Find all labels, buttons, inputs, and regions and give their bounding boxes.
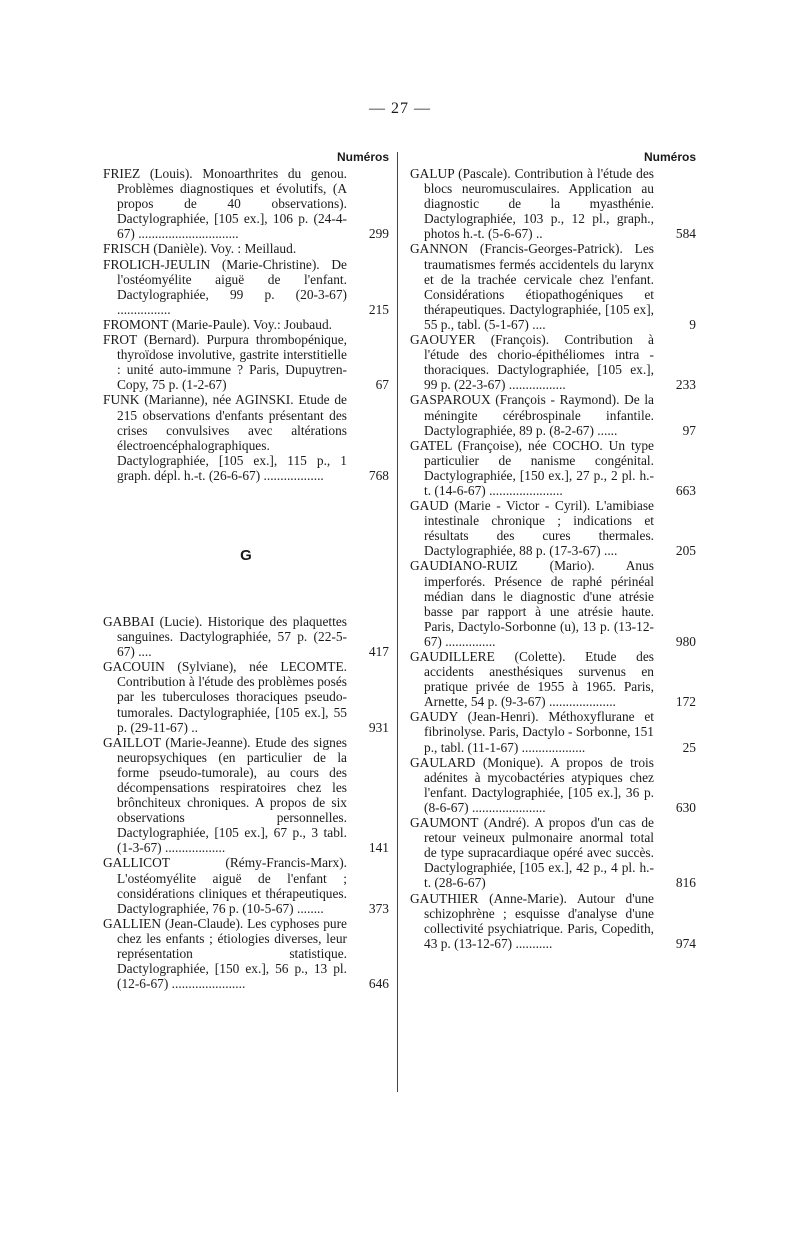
column-header-right: Numéros [643, 150, 696, 164]
left-entries-after [103, 614, 389, 991]
bibliography-entry [410, 558, 696, 649]
bibliography-entry [103, 257, 389, 317]
entry-text: GAUDIANO-RUIZ (Mario). Anus imperforés. Présence de raphé périnéal médian dans le diagnostic d'une atrésie basse par rapport à une atrésie haute. Paris, Dactylo-Sorbonne (u), 13 p. (13-12-67) ............... [410, 558, 654, 649]
right-column [410, 150, 696, 951]
bibliography-entry [103, 614, 389, 659]
entry-text: GATEL (Françoise), née COCHO. Un type particulier de nanisme congénital. Dactylographiée, [150 ex.], 27 p., 2 pl. h.-t. (14-6-67) ...................... [410, 437, 654, 498]
left-column [103, 150, 389, 991]
entry-number: 816 [675, 875, 696, 891]
entry-number: 97 [682, 422, 696, 438]
entry-number: 141 [368, 840, 389, 856]
entry-text: FROT (Bernard). Purpura thrombopénique, thyroïdose involutive, gastrite interstitielle : unité auto-immune ? Paris, Dupuytren-Copy, 75 p. (1-2-67) [103, 332, 347, 393]
entry-text: GAUDY (Jean-Henri). Méthoxyflurane et fibrinolyse. Paris, Dactylo - Sorbonne, 151 p., tabl. (11-1-67) ................... [410, 709, 654, 755]
entry-text: GALLIEN (Jean-Claude). Les cyphoses pure chez les enfants ; étiologies diverses, leur représentation statistique. Dactylographiée, [150 ex.], 56 p., 13 pl. (12-6-67) ...................... [103, 915, 347, 992]
bibliography-entry [103, 166, 389, 241]
entry-text: GAOUYER (François). Contribution à l'étude des chorio-épithéliomes intra - thoraciques. Dactylographiée, [105 ex.], 99 p. (22-3-67) ................. [410, 332, 654, 393]
entry-number: 9 [689, 316, 696, 332]
entry-text: GANNON (Francis-Georges-Patrick). Les traumatismes fermés accidentels du larynx et de la trachée cervicale chez l'enfant. Considérations étiopathogéniques et thérapeutiques. Dactylographiée, [105 ex], 55 p., tabl. (5-1-67) .... [410, 241, 654, 332]
entry-number: 974 [675, 935, 696, 951]
entry-text: GAULARD (Monique). A propos de trois adénites à mycobactéries atypiques chez l'enfant. Dactylographiée, [105 ex.], 36 p. (8-6-67) ...................... [410, 754, 654, 815]
bibliography-entry [103, 241, 389, 256]
section-letter: G [240, 546, 252, 564]
entry-text: GAUMONT (André). A propos d'un cas de retour veineux pulmonaire anormal total de type supracardiaque opéré avec succès. Dactylographiée, [105 ex.], 42 p., 4 pl. h.-t. (28-6-67) [410, 815, 654, 891]
entry-number: 25 [682, 739, 696, 755]
bibliography-entry [103, 855, 389, 915]
entry-text: GASPAROUX (François - Raymond). De la méningite cérébrospinale infantile. Dactylographiée, 89 p. (8-2-67) ...... [410, 392, 654, 438]
entry-number: 663 [675, 482, 696, 498]
bibliography-entry [410, 332, 696, 392]
entry-number: 630 [675, 799, 696, 815]
entry-number: 373 [368, 900, 389, 916]
entry-number: 980 [675, 633, 696, 649]
entry-text: GABBAI (Lucie). Historique des plaquettes sanguines. Dactylographiée, 57 p. (22-5-67) .... [103, 613, 347, 660]
bibliography-entry [410, 498, 696, 558]
bibliography-entry [103, 332, 389, 392]
bibliography-entry [410, 166, 696, 241]
bibliography-entry [410, 709, 696, 754]
entry-number: 67 [375, 377, 389, 393]
bibliography-entry [410, 891, 696, 951]
entry-number: 417 [368, 644, 389, 660]
entry-number: 584 [675, 226, 696, 242]
bibliography-entry [410, 392, 696, 437]
bibliography-entry [410, 438, 696, 498]
entry-number: 299 [368, 226, 389, 242]
entry-text: GALUP (Pascale). Contribution à l'étude des blocs neuromusculaires. Application au diagnostic de la myasthénie. Dactylographiée, 103 p., 12 pl., graph., photos h.-t. (5-6-67) .. [410, 166, 654, 242]
bibliography-entry [410, 815, 696, 890]
entry-number: 646 [368, 976, 389, 992]
bibliography-entry [103, 735, 389, 856]
entry-text: GAUDILLERE (Colette). Etude des accidents anesthésiques survenus en pratique privée de 1955 à 1965. Paris, Arnette, 54 p. (9-3-67) .................... [410, 649, 654, 710]
entry-text: GALLICOT (Rémy-Francis-Marx). L'ostéomyélite aiguë de l'enfant ; considérations cliniques et thérapeutiques. Dactylographiée, 76 p. (10-5-67) ........ [103, 855, 347, 916]
bibliography-entry [103, 916, 389, 991]
entry-text: GACOUIN (Sylviane), née LECOMTE. Contribution à l'étude des problèmes posés par les tuberculoses thoraciques pseudo-tumorales. Dactylographiée, [105 ex.], 55 p. (29-11-67) .. [103, 659, 347, 735]
bibliography-entry [410, 755, 696, 815]
page-number: — 27 — [369, 100, 431, 117]
entry-number: 215 [368, 301, 389, 317]
column-header-left: Numéros [336, 150, 389, 164]
bibliography-entry [410, 649, 696, 709]
bibliography-entry [103, 392, 389, 483]
left-entries-before [103, 166, 389, 483]
bibliography-entry [103, 659, 389, 734]
entry-text: FRISCH (Danièle). Voy. : Meillaud. [103, 241, 297, 257]
entry-number: 931 [368, 719, 389, 735]
entry-text: GAILLOT (Marie-Jeanne). Etude des signes neuropsychiques (en particulier de la forme pseudo-tumorale), au cours des décompensations respiratoires chez les brônchiteux chroniques. A propos de six observations personnelles. Dactylographiée, [105 ex.], 67 p., 3 tabl. (1-3-67) .................. [103, 734, 347, 856]
entry-number: 172 [675, 694, 696, 710]
entry-number: 205 [675, 543, 696, 559]
right-entries [410, 166, 696, 951]
entry-text: FROMONT (Marie-Paule). Voy.: Joubaud. [103, 316, 332, 332]
entry-text: FUNK (Marianne), née AGINSKI. Etude de 215 observations d'enfants présentant des crises convulsives avec altérations électroencéphalographiques. Dactylographiée, [105 ex.], 115 p., 1 graph. dépl. h.-t. (26-6-67) .................. [103, 392, 347, 483]
entry-text: GAUD (Marie - Victor - Cyril). L'amibiase intestinale chronique ; indications et résultats des cures thermales. Dactylographiée, 88 p. (17-3-67) .... [410, 498, 654, 559]
entry-number: 233 [675, 377, 696, 393]
bibliography-entry [410, 241, 696, 332]
entry-text: GAUTHIER (Anne-Marie). Autour d'une schizophrène ; esquisse d'analyse d'une collectivité psychiatrique. Paris, Copedith, 43 p. (13-12-67) ........... [410, 890, 654, 951]
bibliography-entry [103, 317, 389, 332]
column-divider [397, 152, 398, 1092]
entry-text: FROLICH-JEULIN (Marie-Christine). De l'ostéomyélite aiguë de l'enfant. Dactylographiée, 99 p. (20-3-67) ................ [103, 256, 347, 317]
entry-text: FRIEZ (Louis). Monoarthrites du genou. Problèmes diagnostiques et évolutifs, (A propos de 40 observations). Dactylographiée, [105 ex.], 106 p. (24-4-67) .............................. [103, 166, 347, 242]
entry-number: 768 [368, 467, 389, 483]
